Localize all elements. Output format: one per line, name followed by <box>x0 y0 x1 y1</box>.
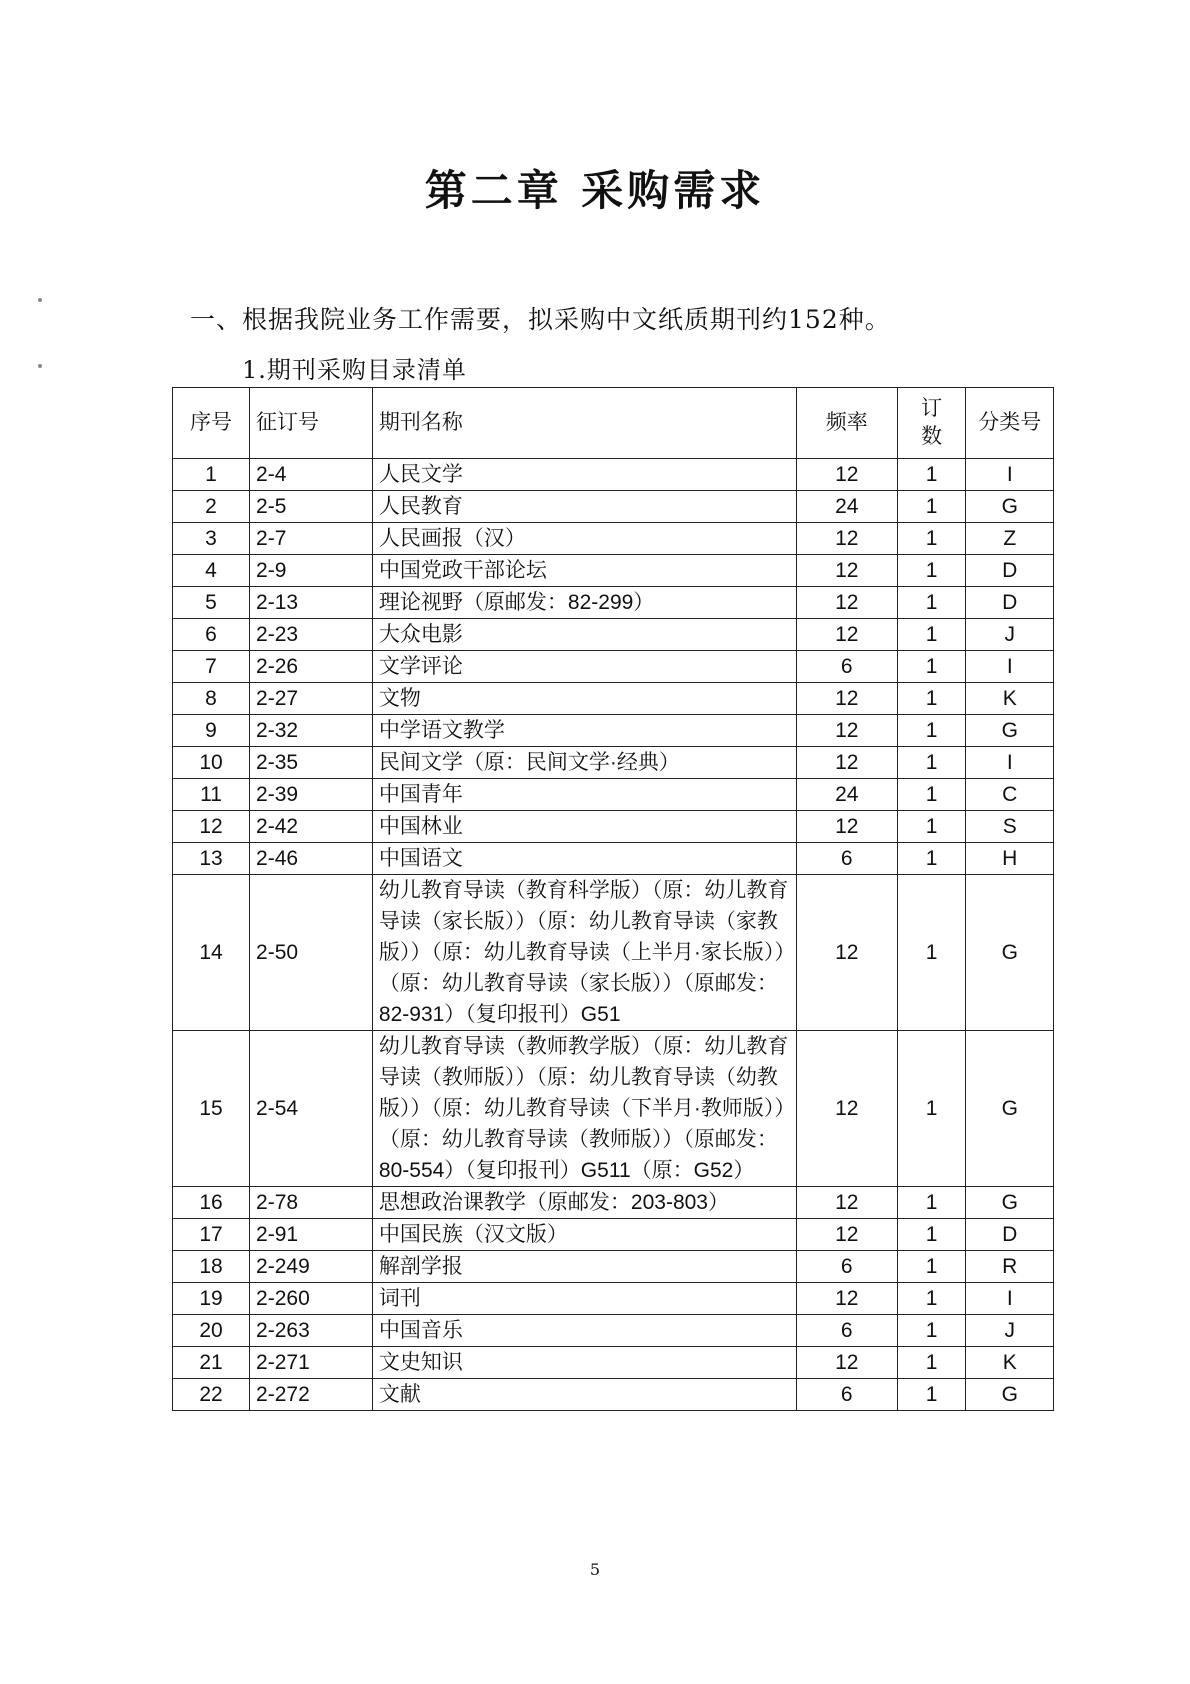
cell-subscription-code: 2-39 <box>250 779 373 811</box>
cell-periodical-name: 中国青年 <box>372 779 796 811</box>
cell-frequency: 12 <box>796 587 897 619</box>
cell-order-quantity: 1 <box>897 1347 966 1379</box>
table-row <box>173 1347 1054 1379</box>
cell-frequency: 12 <box>796 1031 897 1187</box>
table-row <box>173 811 1054 843</box>
cell-periodical-name: 幼儿教育导读（教师教学版）（原：幼儿教育导读（教师版））（原：幼儿教育导读（幼教版））（原：幼儿教育导读（下半月·教师版））（原：幼儿教育导读（教师版））（原邮发：80-554）（复印报刊）G511（原：G52） <box>372 1031 796 1187</box>
cell-order-quantity: 1 <box>897 1315 966 1347</box>
cell-classification: G <box>966 1031 1054 1187</box>
header-order-quantity: 订数 <box>897 388 966 459</box>
cell-subscription-code: 2-23 <box>250 619 373 651</box>
cell-subscription-code: 2-46 <box>250 843 373 875</box>
cell-periodical-name: 文献 <box>372 1379 796 1411</box>
cell-order-quantity: 1 <box>897 1379 966 1411</box>
header-classification: 分类号 <box>966 388 1054 459</box>
cell-frequency: 6 <box>796 651 897 683</box>
cell-serial-number: 3 <box>173 523 250 555</box>
cell-subscription-code: 2-50 <box>250 875 373 1031</box>
cell-frequency: 12 <box>796 747 897 779</box>
cell-periodical-name: 中国林业 <box>372 811 796 843</box>
cell-frequency: 24 <box>796 779 897 811</box>
cell-classification: I <box>966 1283 1054 1315</box>
cell-order-quantity: 1 <box>897 651 966 683</box>
cell-subscription-code: 2-249 <box>250 1251 373 1283</box>
cell-serial-number: 20 <box>173 1315 250 1347</box>
cell-classification: G <box>966 1187 1054 1219</box>
cell-frequency: 12 <box>796 1347 897 1379</box>
table-row <box>173 619 1054 651</box>
cell-order-quantity: 1 <box>897 843 966 875</box>
cell-subscription-code: 2-260 <box>250 1283 373 1315</box>
cell-periodical-name: 中国党政干部论坛 <box>372 555 796 587</box>
table-row <box>173 651 1054 683</box>
periodical-catalog-table <box>172 387 1054 1411</box>
table-row <box>173 1031 1054 1187</box>
cell-periodical-name: 理论视野（原邮发：82-299） <box>372 587 796 619</box>
chapter-title: 第二章 采购需求 <box>424 166 766 215</box>
cell-serial-number: 22 <box>173 1379 250 1411</box>
cell-subscription-code: 2-54 <box>250 1031 373 1187</box>
page-number: 5 <box>589 1560 601 1579</box>
cell-serial-number: 10 <box>173 747 250 779</box>
table-row <box>173 523 1054 555</box>
cell-classification: I <box>966 651 1054 683</box>
cell-frequency: 6 <box>796 1251 897 1283</box>
cell-serial-number: 1 <box>173 459 250 491</box>
cell-frequency: 12 <box>796 1219 897 1251</box>
cell-serial-number: 21 <box>173 1347 250 1379</box>
cell-frequency: 6 <box>796 1379 897 1411</box>
cell-periodical-name: 民间文学（原：民间文学·经典） <box>372 747 796 779</box>
cell-subscription-code: 2-78 <box>250 1187 373 1219</box>
cell-serial-number: 8 <box>173 683 250 715</box>
cell-order-quantity: 1 <box>897 747 966 779</box>
intro-paragraph: 一、根据我院业务工作需要，拟采购中文纸质期刊约152种。 <box>190 305 891 334</box>
cell-subscription-code: 2-9 <box>250 555 373 587</box>
cell-periodical-name: 词刊 <box>372 1283 796 1315</box>
cell-subscription-code: 2-13 <box>250 587 373 619</box>
cell-subscription-code: 2-5 <box>250 491 373 523</box>
cell-classification: J <box>966 619 1054 651</box>
cell-periodical-name: 文学评论 <box>372 651 796 683</box>
cell-frequency: 12 <box>796 715 897 747</box>
cell-periodical-name: 解剖学报 <box>372 1251 796 1283</box>
cell-order-quantity: 1 <box>897 875 966 1031</box>
cell-order-quantity: 1 <box>897 715 966 747</box>
cell-serial-number: 13 <box>173 843 250 875</box>
cell-frequency: 24 <box>796 491 897 523</box>
table-row <box>173 1219 1054 1251</box>
cell-classification: C <box>966 779 1054 811</box>
cell-order-quantity: 1 <box>897 811 966 843</box>
cell-subscription-code: 2-27 <box>250 683 373 715</box>
table-row <box>173 747 1054 779</box>
cell-serial-number: 17 <box>173 1219 250 1251</box>
cell-periodical-name: 大众电影 <box>372 619 796 651</box>
cell-classification: D <box>966 1219 1054 1251</box>
cell-classification: D <box>966 587 1054 619</box>
cell-order-quantity: 1 <box>897 1031 966 1187</box>
table-row <box>173 587 1054 619</box>
cell-order-quantity: 1 <box>897 587 966 619</box>
cell-subscription-code: 2-7 <box>250 523 373 555</box>
cell-classification: S <box>966 811 1054 843</box>
header-subscription-code: 征订号 <box>250 388 373 459</box>
cell-serial-number: 2 <box>173 491 250 523</box>
table-row <box>173 1251 1054 1283</box>
table-row <box>173 1379 1054 1411</box>
table-row <box>173 779 1054 811</box>
cell-order-quantity: 1 <box>897 1283 966 1315</box>
cell-periodical-name: 中国语文 <box>372 843 796 875</box>
cell-serial-number: 4 <box>173 555 250 587</box>
cell-serial-number: 14 <box>173 875 250 1031</box>
cell-subscription-code: 2-35 <box>250 747 373 779</box>
cell-periodical-name: 人民教育 <box>372 491 796 523</box>
cell-serial-number: 7 <box>173 651 250 683</box>
section-subheading: 1.期刊采购目录清单 <box>242 356 467 384</box>
cell-subscription-code: 2-272 <box>250 1379 373 1411</box>
cell-serial-number: 18 <box>173 1251 250 1283</box>
cell-classification: I <box>966 459 1054 491</box>
cell-order-quantity: 1 <box>897 523 966 555</box>
cell-serial-number: 11 <box>173 779 250 811</box>
cell-classification: H <box>966 843 1054 875</box>
cell-serial-number: 6 <box>173 619 250 651</box>
cell-serial-number: 19 <box>173 1283 250 1315</box>
table-header-row <box>173 388 1054 459</box>
header-frequency: 频率 <box>796 388 897 459</box>
table-body <box>173 459 1054 1411</box>
cell-subscription-code: 2-91 <box>250 1219 373 1251</box>
cell-order-quantity: 1 <box>897 555 966 587</box>
cell-order-quantity: 1 <box>897 1187 966 1219</box>
cell-order-quantity: 1 <box>897 459 966 491</box>
cell-frequency: 12 <box>796 619 897 651</box>
cell-order-quantity: 1 <box>897 683 966 715</box>
cell-classification: I <box>966 747 1054 779</box>
cell-subscription-code: 2-263 <box>250 1315 373 1347</box>
scan-speck <box>38 298 42 302</box>
table-row <box>173 875 1054 1031</box>
cell-classification: J <box>966 1315 1054 1347</box>
table-row <box>173 459 1054 491</box>
cell-subscription-code: 2-26 <box>250 651 373 683</box>
cell-subscription-code: 2-32 <box>250 715 373 747</box>
cell-order-quantity: 1 <box>897 491 966 523</box>
cell-order-quantity: 1 <box>897 1251 966 1283</box>
cell-frequency: 12 <box>796 523 897 555</box>
cell-order-quantity: 1 <box>897 779 966 811</box>
cell-periodical-name: 人民文学 <box>372 459 796 491</box>
cell-frequency: 6 <box>796 1315 897 1347</box>
cell-periodical-name: 幼儿教育导读（教育科学版）（原：幼儿教育导读（家长版））（原：幼儿教育导读（家教版））（原：幼儿教育导读（上半月·家长版））（原：幼儿教育导读（家长版））（原邮发：82-931）（复印报刊）G51 <box>372 875 796 1031</box>
header-serial-number: 序号 <box>173 388 250 459</box>
cell-classification: K <box>966 683 1054 715</box>
table-row <box>173 1283 1054 1315</box>
table-row <box>173 555 1054 587</box>
cell-frequency: 12 <box>796 1187 897 1219</box>
table-row <box>173 1315 1054 1347</box>
cell-frequency: 12 <box>796 459 897 491</box>
cell-frequency: 6 <box>796 843 897 875</box>
cell-serial-number: 9 <box>173 715 250 747</box>
cell-subscription-code: 2-42 <box>250 811 373 843</box>
cell-periodical-name: 中学语文教学 <box>372 715 796 747</box>
cell-periodical-name: 中国民族（汉文版） <box>372 1219 796 1251</box>
cell-order-quantity: 1 <box>897 619 966 651</box>
cell-serial-number: 12 <box>173 811 250 843</box>
cell-periodical-name: 思想政治课教学（原邮发：203-803） <box>372 1187 796 1219</box>
table-row <box>173 1187 1054 1219</box>
cell-periodical-name: 文物 <box>372 683 796 715</box>
cell-subscription-code: 2-271 <box>250 1347 373 1379</box>
table-row <box>173 683 1054 715</box>
cell-periodical-name: 人民画报（汉） <box>372 523 796 555</box>
cell-classification: D <box>966 555 1054 587</box>
cell-classification: G <box>966 875 1054 1031</box>
header-periodical-name: 期刊名称 <box>372 388 796 459</box>
cell-frequency: 12 <box>796 683 897 715</box>
table-row <box>173 715 1054 747</box>
cell-serial-number: 15 <box>173 1031 250 1187</box>
cell-classification: R <box>966 1251 1054 1283</box>
scan-speck <box>38 364 42 368</box>
table-row <box>173 491 1054 523</box>
table-row <box>173 843 1054 875</box>
cell-classification: G <box>966 1379 1054 1411</box>
cell-subscription-code: 2-4 <box>250 459 373 491</box>
cell-frequency: 12 <box>796 811 897 843</box>
cell-classification: K <box>966 1347 1054 1379</box>
cell-frequency: 12 <box>796 555 897 587</box>
cell-classification: Z <box>966 523 1054 555</box>
cell-classification: G <box>966 715 1054 747</box>
cell-classification: G <box>966 491 1054 523</box>
cell-periodical-name: 中国音乐 <box>372 1315 796 1347</box>
cell-serial-number: 16 <box>173 1187 250 1219</box>
cell-order-quantity: 1 <box>897 1219 966 1251</box>
cell-frequency: 12 <box>796 875 897 1031</box>
cell-serial-number: 5 <box>173 587 250 619</box>
cell-periodical-name: 文史知识 <box>372 1347 796 1379</box>
cell-frequency: 12 <box>796 1283 897 1315</box>
